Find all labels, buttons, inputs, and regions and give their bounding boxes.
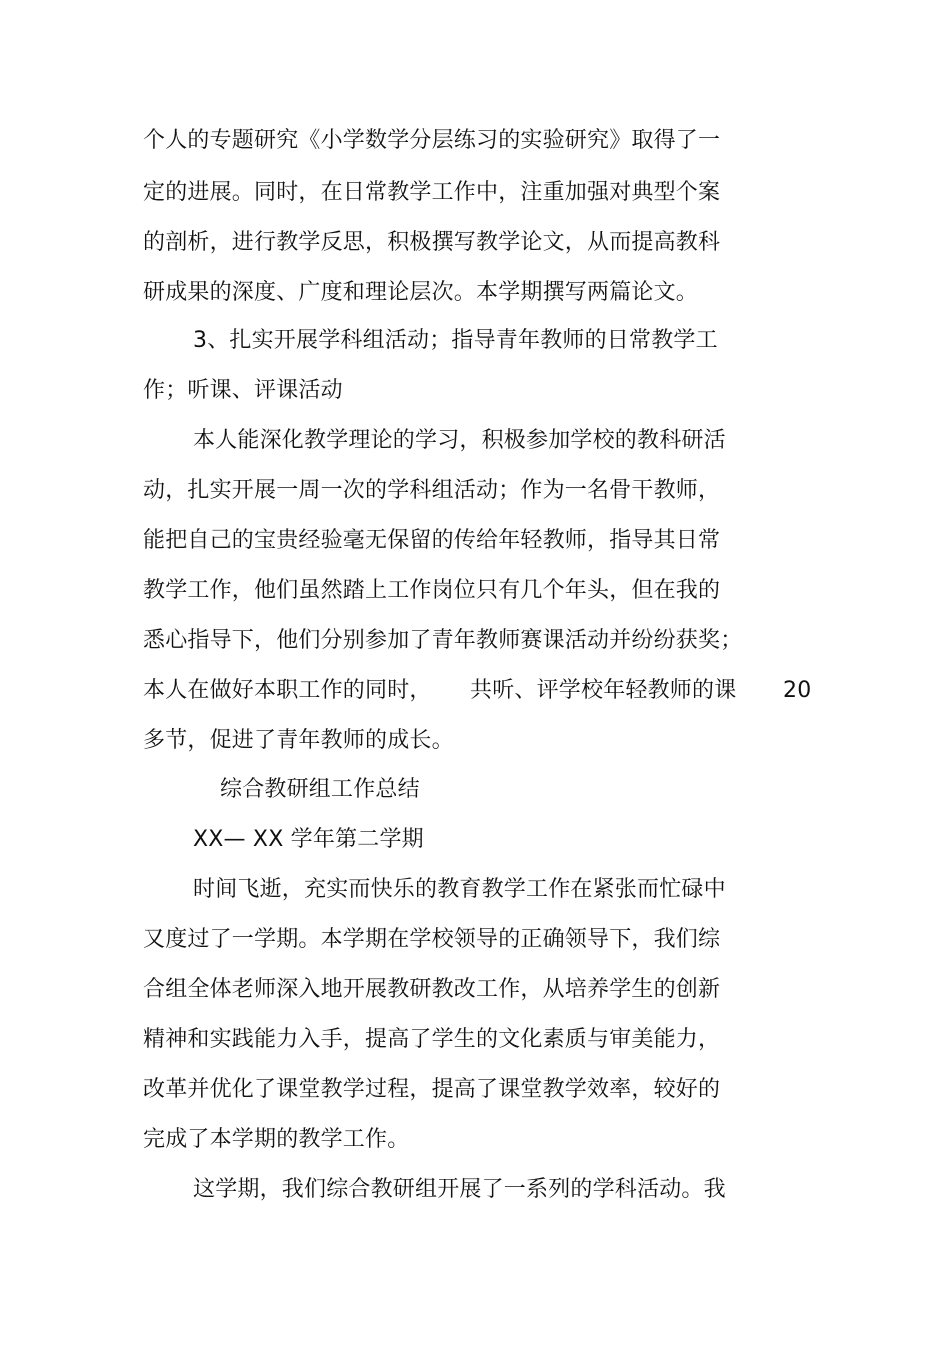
section-heading-line: 作；听课、评课活动 <box>143 378 343 403</box>
paragraph-line: 时间飞逝，充实而快乐的教育教学工作在紧张而忙碌中 <box>193 877 726 902</box>
paragraph-line: 定的进展。同时，在日常教学工作中，注重加强对典型个案 <box>143 180 721 205</box>
count-number: 20 <box>783 678 812 703</box>
paragraph-line: 动，扎实开展一周一次的学科组活动；作为一名骨干教师， <box>143 478 721 503</box>
paragraph-line: 合组全体老师深入地开展教研教改工作，从培养学生的创新 <box>143 977 721 1002</box>
paragraph-line: 本人能深化教学理论的学习，积极参加学校的教科研活 <box>193 428 726 453</box>
paragraph-line: 个人的专题研究《小学数学分层练习的实验研究》取得了一 <box>143 128 721 153</box>
paragraph-line: 本人在做好本职工作的同时， <box>143 678 432 703</box>
section-heading-line: 3、扎实开展学科组活动；指导青年教师的日常教学工 <box>193 328 718 353</box>
paragraph-line: 又度过了一学期。本学期在学校领导的正确领导下，我们综 <box>143 927 721 952</box>
paragraph-line: 精神和实践能力入手，提高了学生的文化素质与审美能力， <box>143 1027 721 1052</box>
paragraph-line: 能把自己的宝贵经验毫无保留的传给年轻教师，指导其日常 <box>143 528 721 553</box>
document-title: 综合教研组工作总结 <box>220 777 420 802</box>
paragraph-line: 共听、评学校年轻教师的课 <box>470 678 737 703</box>
paragraph-line: 教学工作，他们虽然踏上工作岗位只有几个年头，但在我的 <box>143 578 721 603</box>
paragraph-line: 的剖析，进行教学反思，积极撰写教学论文，从而提高教科 <box>143 230 721 255</box>
paragraph-line: 研成果的深度、广度和理论层次。本学期撰写两篇论文。 <box>143 280 699 305</box>
paragraph-line: 完成了本学期的教学工作。 <box>143 1127 410 1152</box>
paragraph-line: 悉心指导下，他们分别参加了青年教师赛课活动并纷纷获奖； <box>143 628 743 653</box>
semester-line: XX— XX 学年第二学期 <box>193 827 424 852</box>
paragraph-line: 多节，促进了青年教师的成长。 <box>143 728 454 753</box>
paragraph-line: 这学期，我们综合教研组开展了一系列的学科活动。我 <box>193 1177 726 1202</box>
paragraph-line: 改革并优化了课堂教学过程，提高了课堂教学效率，较好的 <box>143 1077 721 1102</box>
